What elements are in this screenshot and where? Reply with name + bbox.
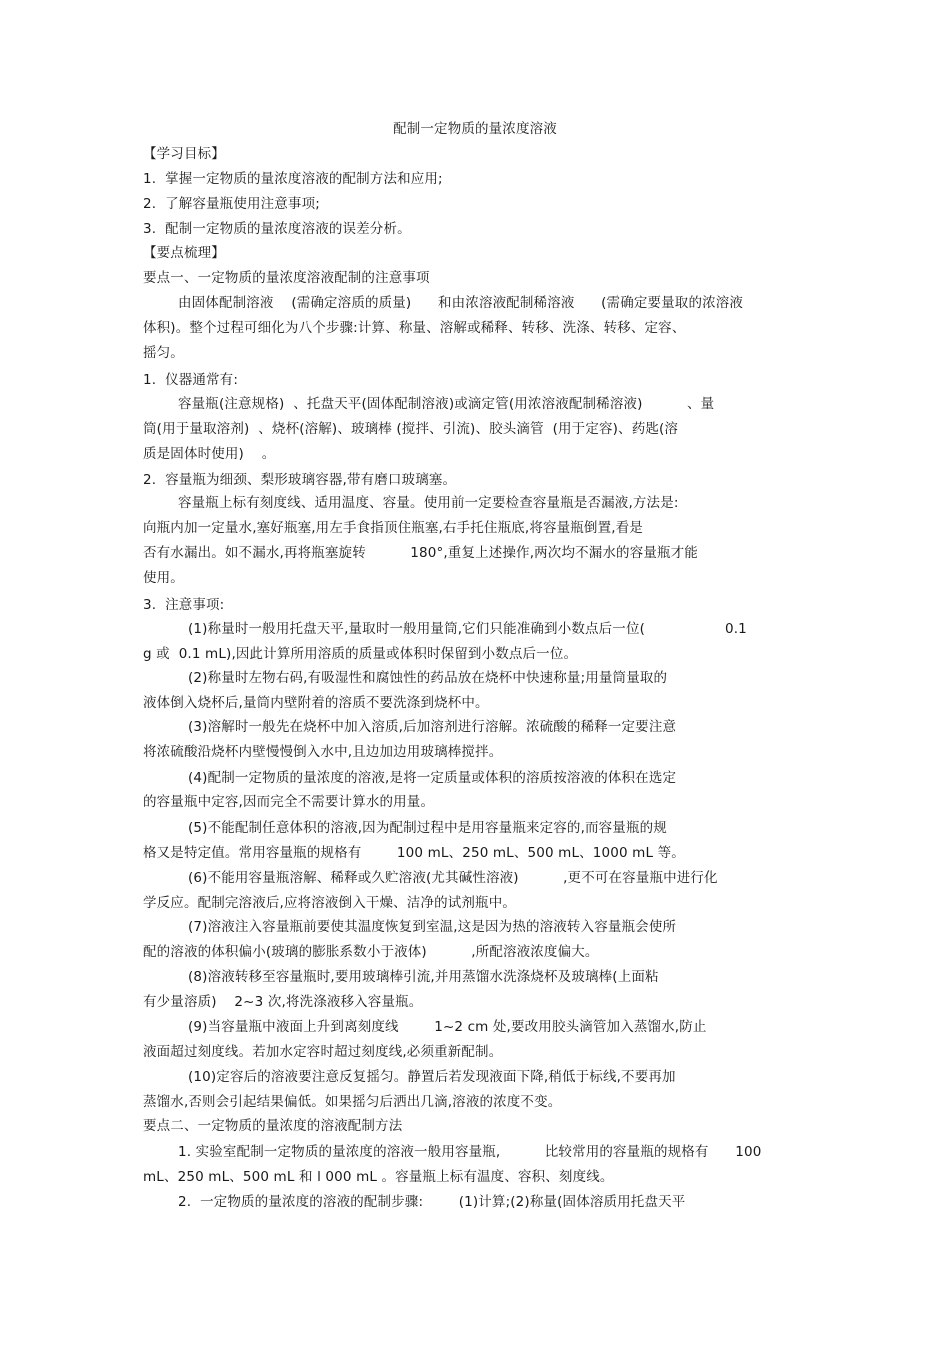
- paragraph-line: 体积)。整个过程可细化为八个步骤:计算、称量、溶解或稀释、转移、洗涤、转移、定容、: [143, 320, 686, 336]
- paragraph-line: (1)称量时一般用托盘天平,量取时一般用量筒,它们只能准确到小数点后一位( 0.1: [188, 621, 747, 637]
- paragraph-line: 格又是特定值。常用容量瓶的规格有 100 mL、250 mL、500 mL、1000 mL 等。: [143, 845, 685, 861]
- paragraph-line: 容量瓶上标有刻度线、适用温度、容量。使用前一定要检查容量瓶是否漏液,方法是:: [178, 495, 679, 511]
- paragraph-line: 将浓硫酸沿烧杯内壁慢慢倒入水中,且边加边用玻璃棒搅拌。: [143, 744, 503, 760]
- paragraph-line: (2)称量时左物右码,有吸湿性和腐蚀性的药品放在烧杯中快速称量;用量筒量取的: [188, 670, 668, 686]
- section-heading: 【学习目标】: [143, 146, 225, 162]
- paragraph-line: 配的溶液的体积偏小(玻璃的膨胀系数小于液体) ,所配溶液浓度偏大。: [143, 944, 599, 960]
- objective-item: 2. 了解容量瓶使用注意事项;: [143, 196, 320, 212]
- paragraph-line: (3)溶解时一般先在烧杯中加入溶质,后加溶剂进行溶解。浓硫酸的稀释一定要注意: [188, 719, 677, 735]
- paragraph-line: (8)溶液转移至容量瓶时,要用玻璃棒引流,并用蒸馏水洗涤烧杯及玻璃棒(上面粘: [188, 969, 659, 985]
- subsection-heading: 要点二、一定物质的量浓度的溶液配制方法: [143, 1118, 403, 1134]
- paragraph-line: 学反应。配制完溶液后,应将溶液倒入干燥、洁净的试剂瓶中。: [143, 895, 516, 911]
- paragraph-line: g 或 0.1 mL),因此计算所用溶质的质量或体积时保留到小数点后一位。: [143, 646, 578, 662]
- paragraph-line: 由固体配制溶液 (需确定溶质的质量) 和由浓溶液配制稀溶液 (需确定要量取的浓溶液: [178, 295, 744, 311]
- paragraph-line: 有少量溶质) 2~3 次,将洗涤液移入容量瓶。: [143, 994, 423, 1010]
- paragraph-line: 否有水漏出。如不漏水,再将瓶塞旋转 180°,重复上述操作,两次均不漏水的容量瓶才能: [143, 545, 698, 561]
- objective-item: 3. 配制一定物质的量浓度溶液的误差分析。: [143, 221, 411, 237]
- numbered-heading: 3. 注意事项:: [143, 597, 225, 613]
- paragraph-line: 1. 实验室配制一定物质的量浓度的溶液一般用容量瓶, 比较常用的容量瓶的规格有 100: [178, 1144, 762, 1160]
- paragraph-line: 使用。: [143, 570, 184, 586]
- paragraph-line: (10)定容后的溶液要注意反复摇匀。静置后若发现液面下降,稍低于标线,不要再加: [188, 1069, 676, 1085]
- paragraph-line: 摇匀。: [143, 345, 184, 361]
- numbered-heading: 2. 容量瓶为细颈、梨形玻璃容器,带有磨口玻璃塞。: [143, 472, 457, 488]
- document-title: 配制一定物质的量浓度溶液: [393, 121, 557, 137]
- paragraph-line: 蒸馏水,否则会引起结果偏低。如果摇匀后洒出几滴,溶液的浓度不变。: [143, 1094, 562, 1110]
- subsection-heading: 要点一、一定物质的量浓度溶液配制的注意事项: [143, 270, 430, 286]
- paragraph-line: 质是固体时使用) 。: [143, 446, 276, 462]
- objective-item: 1. 掌握一定物质的量浓度溶液的配制方法和应用;: [143, 171, 443, 187]
- paragraph-line: 筒(用于量取溶剂) 、烧杯(溶解)、玻璃棒 (搅拌、引流)、胶头滴管 (用于定容)、药匙(溶: [143, 421, 679, 437]
- paragraph-line: (7)溶液注入容量瓶前要使其温度恢复到室温,这是因为热的溶液转入容量瓶会使所: [188, 919, 677, 935]
- numbered-heading: 1. 仪器通常有:: [143, 372, 239, 388]
- paragraph-line: 2. 一定物质的量浓度的溶液的配制步骤: (1)计算;(2)称量(固体溶质用托盘天平: [178, 1194, 686, 1210]
- paragraph-line: 容量瓶(注意规格) 、托盘天平(固体配制溶液)或滴定管(用浓溶液配制稀溶液) 、量: [178, 396, 715, 412]
- paragraph-line: (9)当容量瓶中液面上升到离刻度线 1~2 cm 处,要改用胶头滴管加入蒸馏水,防止: [188, 1019, 707, 1035]
- paragraph-line: mL、250 mL、500 mL 和 l 000 mL 。容量瓶上标有温度、容积、刻度线。: [143, 1169, 614, 1185]
- paragraph-line: 液面超过刻度线。若加水定容时超过刻度线,必须重新配制。: [143, 1044, 503, 1060]
- paragraph-line: 的容量瓶中定容,因而完全不需要计算水的用量。: [143, 794, 435, 810]
- paragraph-line: 向瓶内加一定量水,塞好瓶塞,用左手食指顶住瓶塞,右手托住瓶底,将容量瓶倒置,看是: [143, 520, 643, 536]
- paragraph-line: (5)不能配制任意体积的溶液,因为配制过程中是用容量瓶来定容的,而容量瓶的规: [188, 820, 667, 836]
- paragraph-line: (6)不能用容量瓶溶解、稀释或久贮溶液(尤其碱性溶液) ,更不可在容量瓶中进行化: [188, 870, 718, 886]
- paragraph-line: (4)配制一定物质的量浓度的溶液,是将一定质量或体积的溶质按溶液的体积在选定: [188, 770, 677, 786]
- paragraph-line: 液体倒入烧杯后,量筒内壁附着的溶质不要洗涤到烧杯中。: [143, 695, 489, 711]
- section-heading: 【要点梳理】: [143, 245, 225, 261]
